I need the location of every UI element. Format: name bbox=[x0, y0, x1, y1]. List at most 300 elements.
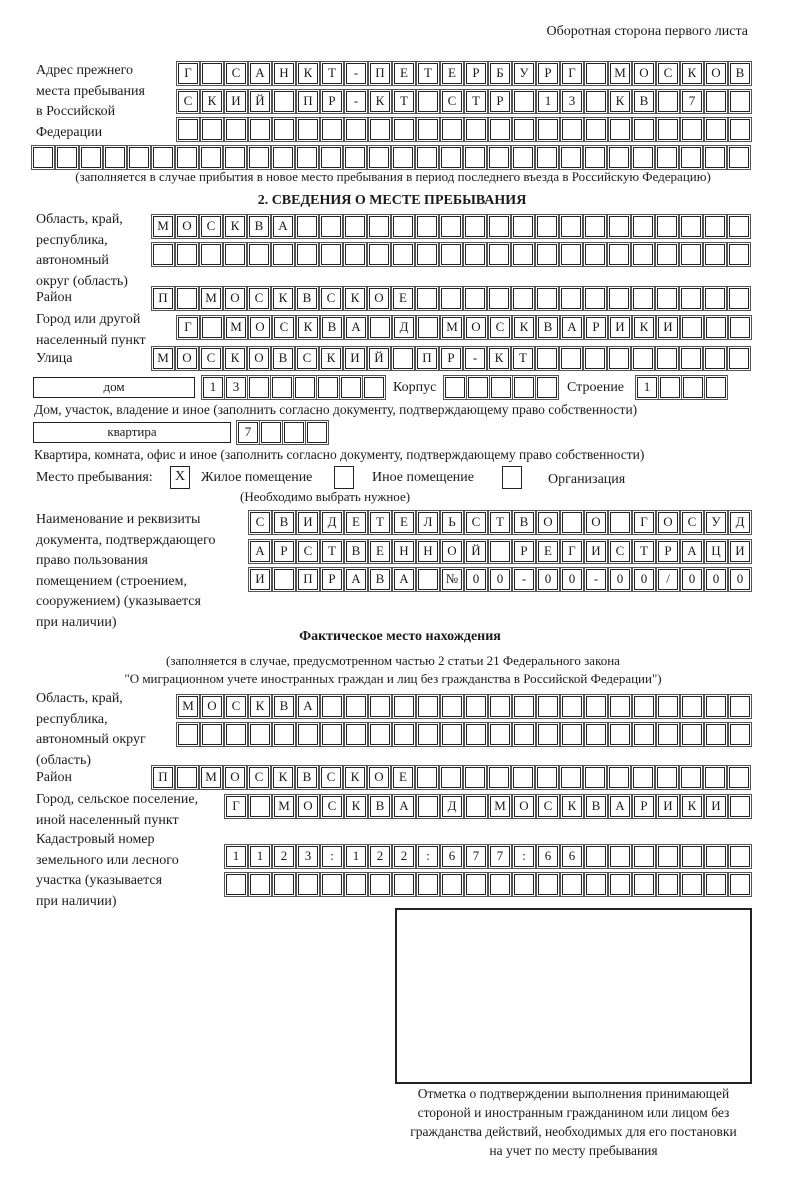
char-cell[interactable] bbox=[81, 147, 101, 168]
char-cell[interactable] bbox=[295, 377, 315, 398]
dom-cells[interactable] bbox=[203, 377, 384, 398]
char-cell[interactable] bbox=[489, 216, 509, 237]
char-cell[interactable] bbox=[585, 244, 605, 265]
char-cell[interactable]: А bbox=[610, 796, 630, 817]
char-cell[interactable]: 0 bbox=[706, 569, 726, 590]
char-cell[interactable] bbox=[418, 569, 438, 590]
char-cell[interactable] bbox=[177, 244, 197, 265]
char-cell[interactable] bbox=[489, 147, 509, 168]
char-cell[interactable] bbox=[489, 767, 509, 788]
char-cell[interactable] bbox=[345, 244, 365, 265]
char-cell[interactable]: П bbox=[370, 63, 390, 84]
char-cell[interactable] bbox=[284, 422, 304, 443]
char-cell[interactable] bbox=[561, 767, 581, 788]
char-cell[interactable] bbox=[729, 348, 749, 369]
char-cell[interactable] bbox=[706, 317, 726, 338]
actual-oblast-row-2[interactable] bbox=[178, 724, 750, 745]
char-cell[interactable] bbox=[729, 767, 749, 788]
char-cell[interactable] bbox=[177, 147, 197, 168]
char-cell[interactable] bbox=[682, 119, 702, 140]
char-cell[interactable] bbox=[418, 796, 438, 817]
char-cell[interactable] bbox=[705, 244, 725, 265]
char-cell[interactable] bbox=[226, 724, 246, 745]
char-cell[interactable]: - bbox=[465, 348, 485, 369]
char-cell[interactable]: Т bbox=[418, 63, 438, 84]
char-cell[interactable]: И bbox=[706, 796, 726, 817]
document-row-1[interactable] bbox=[250, 512, 750, 533]
char-cell[interactable] bbox=[682, 846, 702, 867]
char-cell[interactable] bbox=[178, 119, 198, 140]
char-cell[interactable] bbox=[538, 724, 558, 745]
char-cell[interactable]: Д bbox=[322, 512, 342, 533]
char-cell[interactable]: С bbox=[322, 796, 342, 817]
char-cell[interactable] bbox=[345, 216, 365, 237]
char-cell[interactable]: 1 bbox=[346, 846, 366, 867]
char-cell[interactable] bbox=[658, 91, 678, 112]
char-cell[interactable] bbox=[513, 216, 533, 237]
char-cell[interactable] bbox=[634, 874, 654, 895]
char-cell[interactable]: О bbox=[249, 348, 269, 369]
char-cell[interactable]: И bbox=[658, 317, 678, 338]
char-cell[interactable] bbox=[610, 846, 630, 867]
char-cell[interactable] bbox=[370, 724, 390, 745]
char-cell[interactable]: И bbox=[345, 348, 365, 369]
char-cell[interactable]: С bbox=[201, 216, 221, 237]
char-cell[interactable]: С bbox=[250, 512, 270, 533]
char-cell[interactable]: Р bbox=[274, 541, 294, 562]
char-cell[interactable]: П bbox=[153, 288, 173, 309]
char-cell[interactable]: О bbox=[706, 63, 726, 84]
char-cell[interactable]: С bbox=[226, 63, 246, 84]
oblast-row-2[interactable] bbox=[153, 244, 749, 265]
char-cell[interactable]: : bbox=[322, 846, 342, 867]
char-cell[interactable] bbox=[657, 767, 677, 788]
kv-type-field[interactable]: квартира bbox=[33, 422, 231, 443]
char-cell[interactable]: К bbox=[273, 767, 293, 788]
char-cell[interactable] bbox=[681, 244, 701, 265]
kv-cells[interactable] bbox=[238, 422, 327, 443]
char-cell[interactable] bbox=[538, 696, 558, 717]
char-cell[interactable] bbox=[418, 119, 438, 140]
char-cell[interactable] bbox=[394, 696, 414, 717]
char-cell[interactable]: М bbox=[153, 348, 173, 369]
char-cell[interactable]: И bbox=[226, 91, 246, 112]
prev-address-row-3[interactable] bbox=[178, 119, 750, 140]
char-cell[interactable]: Е bbox=[370, 541, 390, 562]
char-cell[interactable] bbox=[153, 147, 173, 168]
char-cell[interactable]: 2 bbox=[394, 846, 414, 867]
char-cell[interactable] bbox=[683, 377, 703, 398]
char-cell[interactable] bbox=[585, 216, 605, 237]
char-cell[interactable] bbox=[322, 874, 342, 895]
char-cell[interactable] bbox=[466, 796, 486, 817]
char-cell[interactable] bbox=[657, 348, 677, 369]
char-cell[interactable]: О bbox=[369, 767, 389, 788]
char-cell[interactable] bbox=[417, 216, 437, 237]
char-cell[interactable]: М bbox=[153, 216, 173, 237]
char-cell[interactable]: К bbox=[514, 317, 534, 338]
char-cell[interactable] bbox=[202, 724, 222, 745]
char-cell[interactable] bbox=[561, 147, 581, 168]
char-cell[interactable] bbox=[272, 377, 292, 398]
char-cell[interactable] bbox=[585, 767, 605, 788]
char-cell[interactable] bbox=[706, 724, 726, 745]
char-cell[interactable]: С bbox=[538, 796, 558, 817]
char-cell[interactable] bbox=[441, 244, 461, 265]
char-cell[interactable]: 2 bbox=[274, 846, 294, 867]
char-cell[interactable] bbox=[706, 377, 726, 398]
char-cell[interactable] bbox=[682, 874, 702, 895]
char-cell[interactable]: М bbox=[274, 796, 294, 817]
char-cell[interactable]: Г bbox=[178, 63, 198, 84]
char-cell[interactable] bbox=[586, 119, 606, 140]
char-cell[interactable]: 7 bbox=[682, 91, 702, 112]
char-cell[interactable]: 0 bbox=[562, 569, 582, 590]
char-cell[interactable]: М bbox=[201, 288, 221, 309]
char-cell[interactable]: К bbox=[345, 288, 365, 309]
char-cell[interactable]: Г bbox=[226, 796, 246, 817]
char-cell[interactable] bbox=[465, 147, 485, 168]
char-cell[interactable] bbox=[658, 874, 678, 895]
char-cell[interactable] bbox=[490, 541, 510, 562]
char-cell[interactable] bbox=[394, 119, 414, 140]
char-cell[interactable] bbox=[274, 724, 294, 745]
char-cell[interactable]: 3 bbox=[562, 91, 582, 112]
char-cell[interactable] bbox=[490, 724, 510, 745]
char-cell[interactable]: С bbox=[226, 696, 246, 717]
char-cell[interactable] bbox=[417, 147, 437, 168]
place-option-checkbox-residential[interactable]: X bbox=[170, 466, 190, 489]
char-cell[interactable] bbox=[466, 724, 486, 745]
char-cell[interactable]: В bbox=[273, 348, 293, 369]
char-cell[interactable]: 6 bbox=[442, 846, 462, 867]
char-cell[interactable]: 0 bbox=[538, 569, 558, 590]
char-cell[interactable] bbox=[513, 147, 533, 168]
char-cell[interactable] bbox=[586, 874, 606, 895]
char-cell[interactable] bbox=[537, 244, 557, 265]
cadastre-row-1[interactable] bbox=[226, 846, 750, 867]
char-cell[interactable]: 7 bbox=[466, 846, 486, 867]
char-cell[interactable] bbox=[226, 874, 246, 895]
char-cell[interactable] bbox=[730, 91, 750, 112]
char-cell[interactable]: Р bbox=[586, 317, 606, 338]
char-cell[interactable]: И bbox=[298, 512, 318, 533]
char-cell[interactable] bbox=[657, 216, 677, 237]
char-cell[interactable]: Е bbox=[538, 541, 558, 562]
char-cell[interactable] bbox=[57, 147, 77, 168]
char-cell[interactable]: - bbox=[346, 91, 366, 112]
char-cell[interactable]: С bbox=[274, 317, 294, 338]
char-cell[interactable]: В bbox=[297, 767, 317, 788]
char-cell[interactable] bbox=[322, 724, 342, 745]
char-cell[interactable]: М bbox=[490, 796, 510, 817]
char-cell[interactable] bbox=[658, 696, 678, 717]
char-cell[interactable] bbox=[489, 244, 509, 265]
char-cell[interactable] bbox=[585, 288, 605, 309]
char-cell[interactable]: С bbox=[682, 512, 702, 533]
char-cell[interactable] bbox=[369, 147, 389, 168]
char-cell[interactable] bbox=[562, 874, 582, 895]
char-cell[interactable]: В bbox=[346, 541, 366, 562]
char-cell[interactable] bbox=[441, 147, 461, 168]
char-cell[interactable] bbox=[514, 91, 534, 112]
char-cell[interactable]: 1 bbox=[226, 846, 246, 867]
char-cell[interactable] bbox=[633, 767, 653, 788]
char-cell[interactable]: Ц bbox=[706, 541, 726, 562]
char-cell[interactable] bbox=[273, 244, 293, 265]
char-cell[interactable]: С bbox=[466, 512, 486, 533]
char-cell[interactable]: Е bbox=[394, 63, 414, 84]
char-cell[interactable]: Г bbox=[178, 317, 198, 338]
char-cell[interactable] bbox=[249, 244, 269, 265]
char-cell[interactable]: 0 bbox=[634, 569, 654, 590]
char-cell[interactable]: В bbox=[274, 512, 294, 533]
char-cell[interactable] bbox=[345, 147, 365, 168]
char-cell[interactable] bbox=[537, 288, 557, 309]
char-cell[interactable]: И bbox=[250, 569, 270, 590]
char-cell[interactable]: 3 bbox=[298, 846, 318, 867]
char-cell[interactable]: И bbox=[730, 541, 750, 562]
char-cell[interactable] bbox=[730, 846, 750, 867]
prev-address-row-4[interactable] bbox=[33, 147, 749, 168]
char-cell[interactable]: - bbox=[586, 569, 606, 590]
char-cell[interactable] bbox=[585, 348, 605, 369]
char-cell[interactable] bbox=[730, 724, 750, 745]
char-cell[interactable] bbox=[225, 244, 245, 265]
char-cell[interactable]: О bbox=[538, 512, 558, 533]
char-cell[interactable]: А bbox=[250, 541, 270, 562]
char-cell[interactable] bbox=[609, 147, 629, 168]
char-cell[interactable]: Г bbox=[562, 63, 582, 84]
char-cell[interactable]: С bbox=[490, 317, 510, 338]
char-cell[interactable]: П bbox=[298, 91, 318, 112]
char-cell[interactable] bbox=[298, 119, 318, 140]
char-cell[interactable] bbox=[177, 767, 197, 788]
char-cell[interactable]: О bbox=[369, 288, 389, 309]
char-cell[interactable]: Р bbox=[466, 63, 486, 84]
char-cell[interactable]: А bbox=[298, 696, 318, 717]
char-cell[interactable] bbox=[370, 119, 390, 140]
char-cell[interactable] bbox=[442, 119, 462, 140]
char-cell[interactable]: К bbox=[298, 317, 318, 338]
char-cell[interactable] bbox=[441, 216, 461, 237]
char-cell[interactable] bbox=[586, 63, 606, 84]
char-cell[interactable] bbox=[490, 696, 510, 717]
char-cell[interactable]: Е bbox=[442, 63, 462, 84]
char-cell[interactable] bbox=[225, 147, 245, 168]
char-cell[interactable]: С bbox=[249, 767, 269, 788]
char-cell[interactable] bbox=[585, 147, 605, 168]
char-cell[interactable]: В bbox=[634, 91, 654, 112]
place-option-checkbox-organization[interactable] bbox=[502, 466, 522, 489]
char-cell[interactable] bbox=[346, 696, 366, 717]
char-cell[interactable] bbox=[705, 288, 725, 309]
char-cell[interactable] bbox=[369, 216, 389, 237]
char-cell[interactable]: О bbox=[442, 541, 462, 562]
char-cell[interactable]: Р bbox=[322, 569, 342, 590]
char-cell[interactable]: И bbox=[610, 317, 630, 338]
char-cell[interactable]: У bbox=[706, 512, 726, 533]
char-cell[interactable] bbox=[250, 874, 270, 895]
char-cell[interactable] bbox=[445, 377, 465, 398]
char-cell[interactable]: 6 bbox=[562, 846, 582, 867]
char-cell[interactable]: 1 bbox=[203, 377, 223, 398]
char-cell[interactable]: С bbox=[658, 63, 678, 84]
char-cell[interactable]: О bbox=[250, 317, 270, 338]
char-cell[interactable]: К bbox=[321, 348, 341, 369]
char-cell[interactable] bbox=[682, 696, 702, 717]
char-cell[interactable]: Т bbox=[634, 541, 654, 562]
char-cell[interactable] bbox=[634, 119, 654, 140]
char-cell[interactable]: В bbox=[370, 569, 390, 590]
char-cell[interactable] bbox=[346, 724, 366, 745]
char-cell[interactable] bbox=[465, 767, 485, 788]
char-cell[interactable] bbox=[465, 288, 485, 309]
char-cell[interactable]: А bbox=[394, 569, 414, 590]
char-cell[interactable] bbox=[633, 244, 653, 265]
char-cell[interactable] bbox=[681, 147, 701, 168]
korpus-cells[interactable] bbox=[445, 377, 557, 398]
char-cell[interactable]: К bbox=[370, 91, 390, 112]
char-cell[interactable] bbox=[610, 724, 630, 745]
char-cell[interactable] bbox=[609, 767, 629, 788]
char-cell[interactable] bbox=[514, 696, 534, 717]
char-cell[interactable]: Е bbox=[393, 288, 413, 309]
char-cell[interactable] bbox=[418, 874, 438, 895]
raion-row[interactable] bbox=[153, 288, 749, 309]
char-cell[interactable]: К bbox=[682, 796, 702, 817]
char-cell[interactable]: М bbox=[178, 696, 198, 717]
char-cell[interactable]: Й bbox=[250, 91, 270, 112]
char-cell[interactable] bbox=[202, 317, 222, 338]
char-cell[interactable] bbox=[274, 874, 294, 895]
char-cell[interactable] bbox=[418, 91, 438, 112]
char-cell[interactable]: К bbox=[634, 317, 654, 338]
char-cell[interactable]: 3 bbox=[226, 377, 246, 398]
char-cell[interactable]: 7 bbox=[238, 422, 258, 443]
char-cell[interactable] bbox=[681, 348, 701, 369]
char-cell[interactable]: У bbox=[514, 63, 534, 84]
char-cell[interactable] bbox=[105, 147, 125, 168]
char-cell[interactable] bbox=[318, 377, 338, 398]
char-cell[interactable] bbox=[633, 348, 653, 369]
char-cell[interactable] bbox=[609, 288, 629, 309]
char-cell[interactable]: В bbox=[297, 288, 317, 309]
char-cell[interactable]: К bbox=[202, 91, 222, 112]
char-cell[interactable]: В bbox=[322, 317, 342, 338]
char-cell[interactable] bbox=[513, 288, 533, 309]
char-cell[interactable]: П bbox=[298, 569, 318, 590]
char-cell[interactable]: С bbox=[321, 288, 341, 309]
char-cell[interactable] bbox=[250, 796, 270, 817]
char-cell[interactable]: В bbox=[514, 512, 534, 533]
char-cell[interactable] bbox=[681, 288, 701, 309]
char-cell[interactable]: А bbox=[682, 541, 702, 562]
char-cell[interactable] bbox=[393, 348, 413, 369]
char-cell[interactable]: Е bbox=[394, 512, 414, 533]
char-cell[interactable]: И bbox=[586, 541, 606, 562]
char-cell[interactable]: Т bbox=[322, 63, 342, 84]
char-cell[interactable] bbox=[321, 244, 341, 265]
char-cell[interactable] bbox=[681, 216, 701, 237]
char-cell[interactable]: В bbox=[586, 796, 606, 817]
char-cell[interactable]: С bbox=[249, 288, 269, 309]
char-cell[interactable] bbox=[490, 119, 510, 140]
char-cell[interactable]: Н bbox=[394, 541, 414, 562]
char-cell[interactable]: В bbox=[730, 63, 750, 84]
char-cell[interactable] bbox=[33, 147, 53, 168]
char-cell[interactable] bbox=[729, 216, 749, 237]
char-cell[interactable] bbox=[250, 119, 270, 140]
char-cell[interactable] bbox=[658, 724, 678, 745]
char-cell[interactable] bbox=[273, 147, 293, 168]
char-cell[interactable] bbox=[730, 119, 750, 140]
char-cell[interactable]: Г bbox=[634, 512, 654, 533]
char-cell[interactable]: Т bbox=[322, 541, 342, 562]
char-cell[interactable] bbox=[466, 119, 486, 140]
char-cell[interactable] bbox=[346, 119, 366, 140]
char-cell[interactable]: - bbox=[514, 569, 534, 590]
char-cell[interactable]: Д bbox=[394, 317, 414, 338]
char-cell[interactable] bbox=[729, 244, 749, 265]
char-cell[interactable] bbox=[153, 244, 173, 265]
char-cell[interactable] bbox=[393, 244, 413, 265]
char-cell[interactable] bbox=[346, 874, 366, 895]
char-cell[interactable]: М bbox=[226, 317, 246, 338]
char-cell[interactable]: К bbox=[610, 91, 630, 112]
char-cell[interactable] bbox=[394, 874, 414, 895]
char-cell[interactable] bbox=[657, 147, 677, 168]
char-cell[interactable] bbox=[537, 348, 557, 369]
char-cell[interactable] bbox=[298, 724, 318, 745]
char-cell[interactable]: Д bbox=[442, 796, 462, 817]
char-cell[interactable]: А bbox=[346, 317, 366, 338]
char-cell[interactable] bbox=[442, 696, 462, 717]
char-cell[interactable] bbox=[322, 119, 342, 140]
char-cell[interactable] bbox=[393, 147, 413, 168]
char-cell[interactable] bbox=[226, 119, 246, 140]
char-cell[interactable] bbox=[562, 119, 582, 140]
char-cell[interactable] bbox=[610, 696, 630, 717]
char-cell[interactable] bbox=[297, 147, 317, 168]
char-cell[interactable]: К bbox=[682, 63, 702, 84]
char-cell[interactable] bbox=[491, 377, 511, 398]
char-cell[interactable]: Р bbox=[658, 541, 678, 562]
char-cell[interactable]: В bbox=[249, 216, 269, 237]
char-cell[interactable]: К bbox=[298, 63, 318, 84]
char-cell[interactable] bbox=[706, 696, 726, 717]
char-cell[interactable] bbox=[633, 147, 653, 168]
char-cell[interactable] bbox=[417, 288, 437, 309]
char-cell[interactable] bbox=[441, 767, 461, 788]
char-cell[interactable] bbox=[490, 874, 510, 895]
char-cell[interactable]: О bbox=[634, 63, 654, 84]
char-cell[interactable]: С bbox=[298, 541, 318, 562]
char-cell[interactable]: 0 bbox=[730, 569, 750, 590]
char-cell[interactable] bbox=[202, 119, 222, 140]
char-cell[interactable]: О bbox=[466, 317, 486, 338]
char-cell[interactable] bbox=[322, 696, 342, 717]
char-cell[interactable] bbox=[537, 767, 557, 788]
char-cell[interactable]: К bbox=[345, 767, 365, 788]
char-cell[interactable]: О bbox=[177, 348, 197, 369]
cadastre-row-2[interactable] bbox=[226, 874, 750, 895]
char-cell[interactable]: Р bbox=[322, 91, 342, 112]
ulica-row[interactable] bbox=[153, 348, 749, 369]
char-cell[interactable]: С bbox=[610, 541, 630, 562]
char-cell[interactable] bbox=[705, 216, 725, 237]
char-cell[interactable] bbox=[274, 119, 294, 140]
